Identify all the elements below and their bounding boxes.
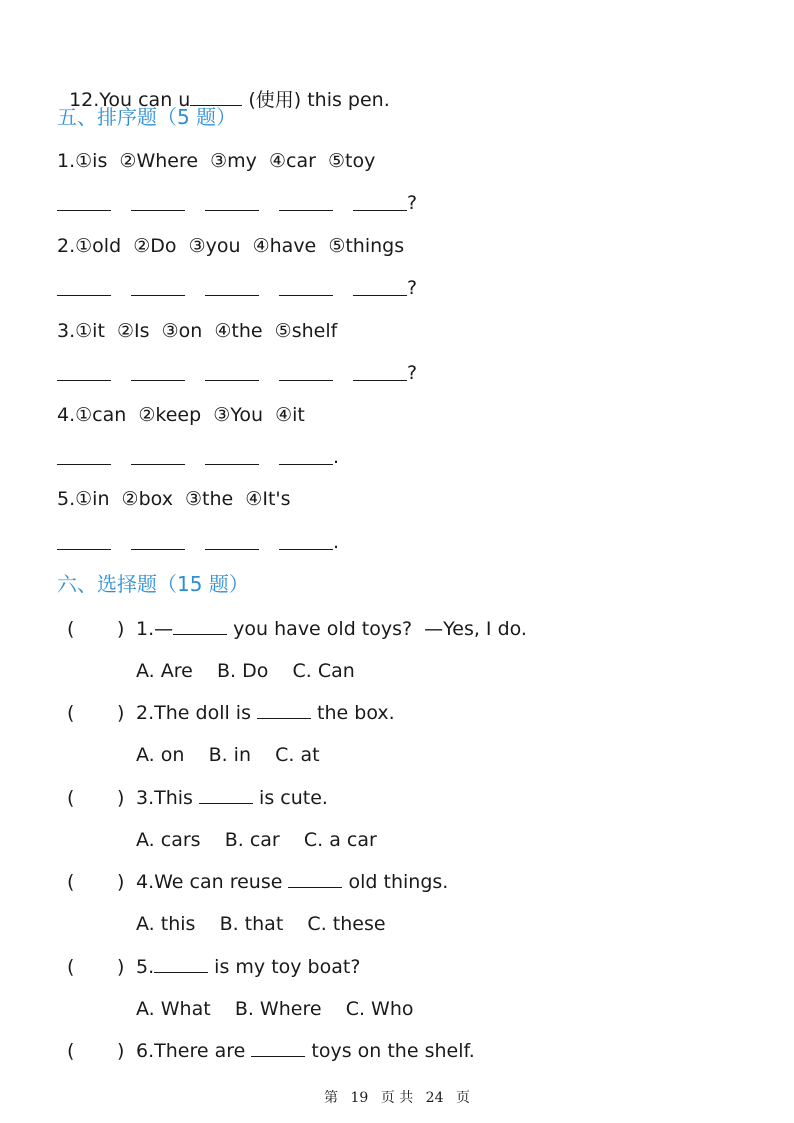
question-text [136, 953, 360, 981]
section-6-heading: 六、选择题（15 题） [57, 572, 249, 596]
answer-paren-close[interactable]: ) [117, 702, 125, 724]
end-punctuation: . [333, 531, 340, 553]
choice-question-1 [0, 615, 794, 643]
answer-blank[interactable] [57, 529, 111, 550]
question-text [136, 699, 395, 727]
choice-question-6 [0, 1037, 794, 1065]
choice-options-2: A. on B. in C. at [136, 744, 320, 766]
answer-paren-open[interactable]: ( [67, 871, 75, 893]
question-text-before: 2.The doll is [136, 702, 258, 724]
answer-paren-close[interactable]: ) [117, 618, 125, 640]
answer-blank[interactable] [205, 275, 259, 296]
answer-blanks-row-3 [57, 360, 477, 386]
answer-blank[interactable] [279, 190, 333, 211]
answer-blanks-row-1 [57, 190, 477, 216]
footer-prefix: 第 [324, 1090, 339, 1106]
ordering-question-1: 1.①is ②Where ③my ④car ⑤toy [57, 150, 376, 172]
answer-blank[interactable] [205, 360, 259, 381]
ordering-question-4: 4.①can ②keep ③You ④it [57, 404, 305, 426]
answer-blank[interactable] [279, 360, 333, 381]
current-page-number: 19 [350, 1090, 369, 1106]
answer-blank[interactable] [205, 444, 259, 465]
footer-middle: 页 共 [380, 1090, 414, 1106]
answer-blank[interactable] [131, 529, 185, 550]
question-text [136, 868, 448, 896]
choice-options-5: A. What B. Where C. Who [136, 998, 414, 1020]
question-text-before: 3.This [136, 787, 199, 809]
answer-blank[interactable] [57, 275, 111, 296]
answer-blanks-row-5 [57, 529, 477, 555]
answer-blanks-row-4 [57, 444, 477, 470]
answer-paren-close[interactable]: ) [117, 871, 125, 893]
answer-blank[interactable] [353, 360, 407, 381]
answer-blank[interactable] [205, 190, 259, 211]
ordering-question-5: 5.①in ②box ③the ④It's [57, 488, 291, 510]
choice-question-4 [0, 868, 794, 896]
question-text-before: 5. [136, 956, 155, 978]
answer-paren-close[interactable]: ) [117, 1040, 125, 1062]
question-text-before: 1.— [136, 618, 174, 640]
page-footer [0, 1088, 794, 1108]
answer-blank[interactable] [251, 1038, 305, 1057]
answer-blank[interactable] [131, 190, 185, 211]
question-text [136, 1037, 475, 1065]
end-punctuation: . [333, 446, 340, 468]
answer-paren-open[interactable]: ( [67, 618, 75, 640]
answer-paren-open[interactable]: ( [67, 1040, 75, 1062]
answer-blank[interactable] [131, 275, 185, 296]
choice-options-1: A. Are B. Do C. Can [136, 660, 355, 682]
answer-blank[interactable] [257, 700, 311, 719]
answer-blank[interactable] [57, 444, 111, 465]
answer-blank[interactable] [131, 360, 185, 381]
answer-blank[interactable] [131, 444, 185, 465]
footer-suffix: 页 [455, 1090, 470, 1106]
answer-paren-open[interactable]: ( [67, 702, 75, 724]
question-text [136, 615, 527, 643]
answer-paren-open[interactable]: ( [67, 787, 75, 809]
answer-paren-close[interactable]: ) [117, 956, 125, 978]
question-text-after: is my toy boat? [208, 956, 361, 978]
question-text-after: old things. [342, 871, 449, 893]
choice-options-4: A. this B. that C. these [136, 913, 386, 935]
total-pages-number: 24 [425, 1090, 444, 1106]
answer-paren-close[interactable]: ) [117, 787, 125, 809]
question-text-before: 6.There are [136, 1040, 252, 1062]
answer-blank[interactable] [205, 529, 259, 550]
choice-options-3: A. cars B. car C. a car [136, 829, 377, 851]
question-text-after: (使用) this pen. [242, 89, 390, 111]
question-text-after: the box. [311, 702, 395, 724]
answer-blank[interactable] [279, 529, 333, 550]
answer-blank[interactable] [353, 190, 407, 211]
end-punctuation: ? [407, 362, 418, 384]
answer-blank[interactable] [57, 190, 111, 211]
answer-paren-open[interactable]: ( [67, 956, 75, 978]
ordering-question-2: 2.①old ②Do ③you ④have ⑤things [57, 235, 405, 257]
answer-blank[interactable] [288, 869, 342, 888]
answer-blank[interactable] [279, 444, 333, 465]
choice-question-3 [0, 784, 794, 812]
choice-question-2 [0, 699, 794, 727]
section-5-heading: 五、排序题（5 题） [57, 105, 237, 129]
answer-blank[interactable] [57, 360, 111, 381]
end-punctuation: ? [407, 277, 418, 299]
question-text-after: you have old toys? —Yes, I do. [227, 618, 527, 640]
answer-blank[interactable] [279, 275, 333, 296]
answer-blanks-row-2 [57, 275, 477, 301]
ordering-question-3: 3.①it ②Is ③on ④the ⑤shelf [57, 320, 338, 342]
answer-blank[interactable] [154, 954, 208, 973]
answer-blank[interactable] [173, 616, 227, 635]
question-text-before: 12.You can u [69, 89, 191, 111]
choice-question-5 [0, 953, 794, 981]
question-text [136, 784, 328, 812]
question-text-before: 4.We can reuse [136, 871, 289, 893]
answer-blank[interactable] [353, 275, 407, 296]
question-text-after: toys on the shelf. [305, 1040, 475, 1062]
end-punctuation: ? [407, 192, 418, 214]
question-text-after: is cute. [253, 787, 328, 809]
answer-blank[interactable] [199, 785, 253, 804]
